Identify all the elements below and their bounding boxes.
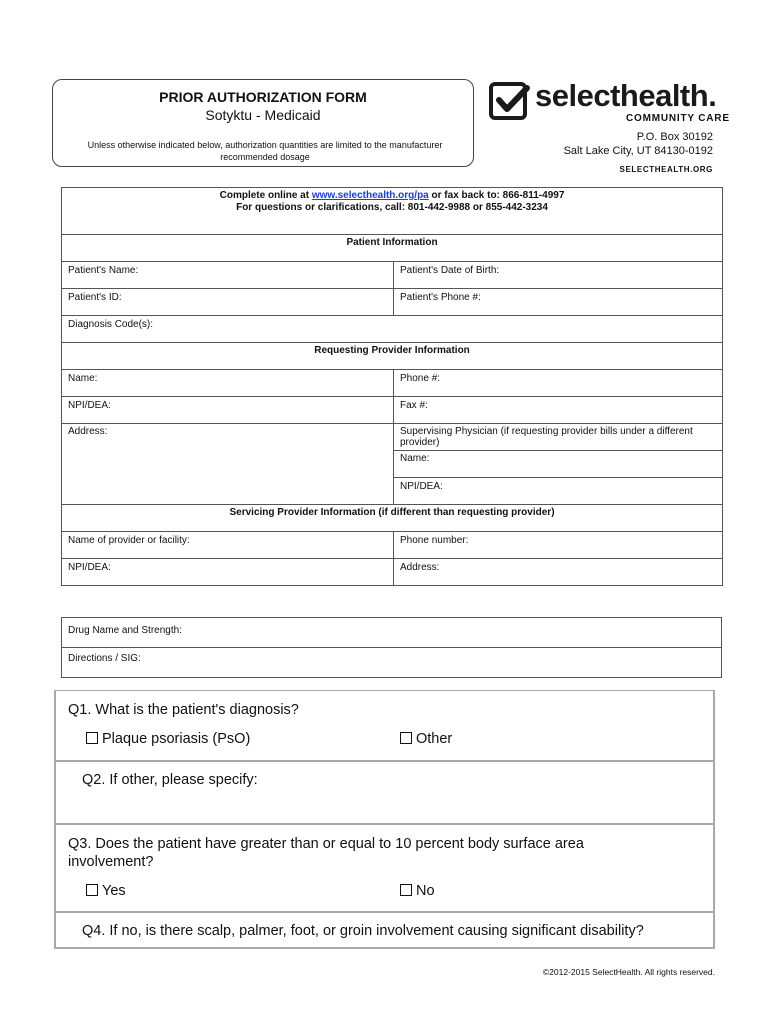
logo-subtitle: COMMUNITY CARE: [626, 113, 730, 124]
no-label: No: [416, 883, 435, 899]
city-state-zip: Salt Lake City, UT 84130-0192: [563, 145, 713, 157]
patient-id-field[interactable]: Patient's ID:: [62, 289, 394, 316]
servicing-address-field[interactable]: Address:: [394, 559, 723, 586]
q1-option-other[interactable]: [400, 731, 452, 747]
copyright-footer: ©2012-2015 SelectHealth. All rights reserved.: [542, 967, 715, 977]
contact-phone: For questions or clarifications, call: 801-442-9988 or 855-442-3234: [236, 202, 548, 213]
q2-label: Q2. If other, please specify:: [82, 772, 258, 788]
directions-field[interactable]: Directions / SIG:: [62, 648, 722, 678]
pso-checkbox[interactable]: [86, 732, 98, 744]
contact-prefix: Complete online at: [219, 190, 312, 201]
patient-dob-field[interactable]: Patient's Date of Birth:: [394, 262, 723, 289]
supervising-name-field[interactable]: Name:: [394, 451, 723, 478]
q3-label-line1: Q3. Does the patient have greater than or equal to 10 percent body surface area: [68, 836, 584, 852]
patient-info-heading: Patient Information: [62, 235, 723, 262]
patient-phone-field[interactable]: Patient's Phone #:: [394, 289, 723, 316]
drug-name-field[interactable]: Drug Name and Strength:: [62, 618, 722, 648]
requesting-npi-field[interactable]: NPI/DEA:: [62, 397, 394, 424]
requesting-phone-field[interactable]: Phone #:: [394, 370, 723, 397]
q1-label: Q1. What is the patient's diagnosis?: [68, 702, 299, 718]
servicing-phone-field[interactable]: Phone number:: [394, 532, 723, 559]
q3-option-no[interactable]: [400, 883, 435, 899]
diagnosis-code-field[interactable]: Diagnosis Code(s):: [62, 316, 723, 343]
drug-info-table: [61, 617, 722, 678]
q3-label-line2: involvement?: [68, 854, 154, 870]
servicing-npi-field[interactable]: NPI/DEA:: [62, 559, 394, 586]
q1-box: [54, 690, 715, 762]
form-title: PRIOR AUTHORIZATION FORM: [159, 89, 367, 105]
q4-label: Q4. If no, is there scalp, palmer, foot, or groin involvement causing significant disability?: [82, 923, 644, 939]
servicing-provider-heading: Servicing Provider Information (if different than requesting provider): [62, 505, 723, 532]
yes-label: Yes: [102, 883, 126, 899]
requesting-provider-heading: Requesting Provider Information: [62, 343, 723, 370]
q3-option-yes[interactable]: [86, 883, 126, 899]
contact-instructions: [62, 188, 723, 235]
requesting-name-field[interactable]: Name:: [62, 370, 394, 397]
pa-website-link[interactable]: www.selecthealth.org/pa: [311, 190, 429, 201]
supervising-physician-label: Supervising Physician (if requesting provider bills under a different provider): [394, 424, 723, 451]
other-label: Other: [416, 731, 453, 747]
po-box: P.O. Box 30192: [636, 131, 713, 143]
pso-label: Plaque psoriasis (PsO): [102, 731, 251, 747]
q1-option-pso[interactable]: [86, 731, 250, 747]
website-label: SELECTHEALTH.ORG: [619, 165, 713, 174]
form-subtitle: Sotyktu - Medicaid: [205, 107, 321, 123]
requesting-address-field[interactable]: Address:: [62, 424, 394, 505]
q2-box: [54, 761, 715, 825]
logo-brand: selecthealth.: [535, 78, 717, 113]
yes-checkbox[interactable]: [86, 884, 98, 896]
checkmark-heart-icon: [489, 82, 531, 122]
other-checkbox[interactable]: [400, 732, 412, 744]
no-checkbox[interactable]: [400, 884, 412, 896]
provider-info-table: [61, 187, 723, 586]
dosage-note: Unless otherwise indicated below, authorization quantities are limited to the manufacturer recommended dosage: [87, 140, 443, 162]
supervising-npi-field[interactable]: NPI/DEA:: [394, 478, 723, 505]
contact-fax: or fax back to: 866-811-4997: [428, 190, 565, 201]
patient-name-field[interactable]: Patient's Name:: [62, 262, 394, 289]
requesting-fax-field[interactable]: Fax #:: [394, 397, 723, 424]
form-title-box: [52, 79, 474, 167]
servicing-name-field[interactable]: Name of provider or facility:: [62, 532, 394, 559]
